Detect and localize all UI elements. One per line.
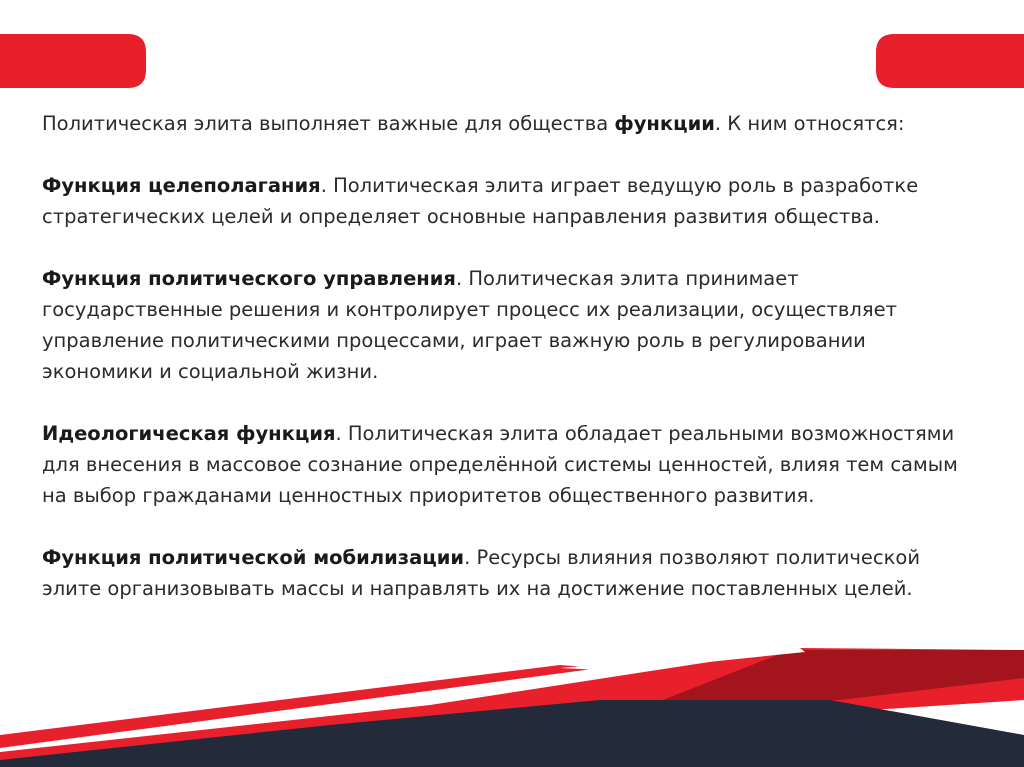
function-title: Идеологическая функция <box>42 422 336 445</box>
top-right-red-tab <box>876 34 1024 88</box>
function-text: . Политическая элита играет ведущую роль в разработке стратегических целей и определяет основные направления развития общества. <box>42 174 919 228</box>
intro-suffix: . К ним относятся: <box>714 112 905 135</box>
top-left-red-tab <box>0 34 146 88</box>
function-title: Функция политической мобилизации <box>42 546 465 569</box>
intro-bold-term: функции <box>614 112 715 135</box>
slide-content <box>42 108 962 635</box>
function-text: . Политическая элита принимает государственные решения и контролирует процесс их реализации, осуществляет управление политическими процессами, играет важную роль в регулировании экономики и социальной жизни. <box>42 267 897 383</box>
function-title: Функция политического управления <box>42 267 456 290</box>
function-title: Функция целеполагания <box>42 174 321 197</box>
function-paragraph-political-management <box>42 263 962 387</box>
intro-paragraph <box>42 108 962 139</box>
function-text: . Ресурсы влияния позволяют политической элите организовывать массы и направлять их на достижение поставленных целей. <box>42 546 920 600</box>
function-paragraph-ideological <box>42 418 962 511</box>
function-paragraph-goal-setting <box>42 170 962 232</box>
intro-prefix: Политическая элита выполняет важные для общества <box>42 112 615 135</box>
function-text: . Политическая элита обладает реальными возможностями для внесения в массовое сознание определённой системы ценностей, влияя тем самым на выбор гражданами ценностных приоритетов общественного развития. <box>42 422 958 507</box>
bottom-navy-band <box>0 700 1024 767</box>
function-paragraph-mobilization <box>42 542 962 604</box>
